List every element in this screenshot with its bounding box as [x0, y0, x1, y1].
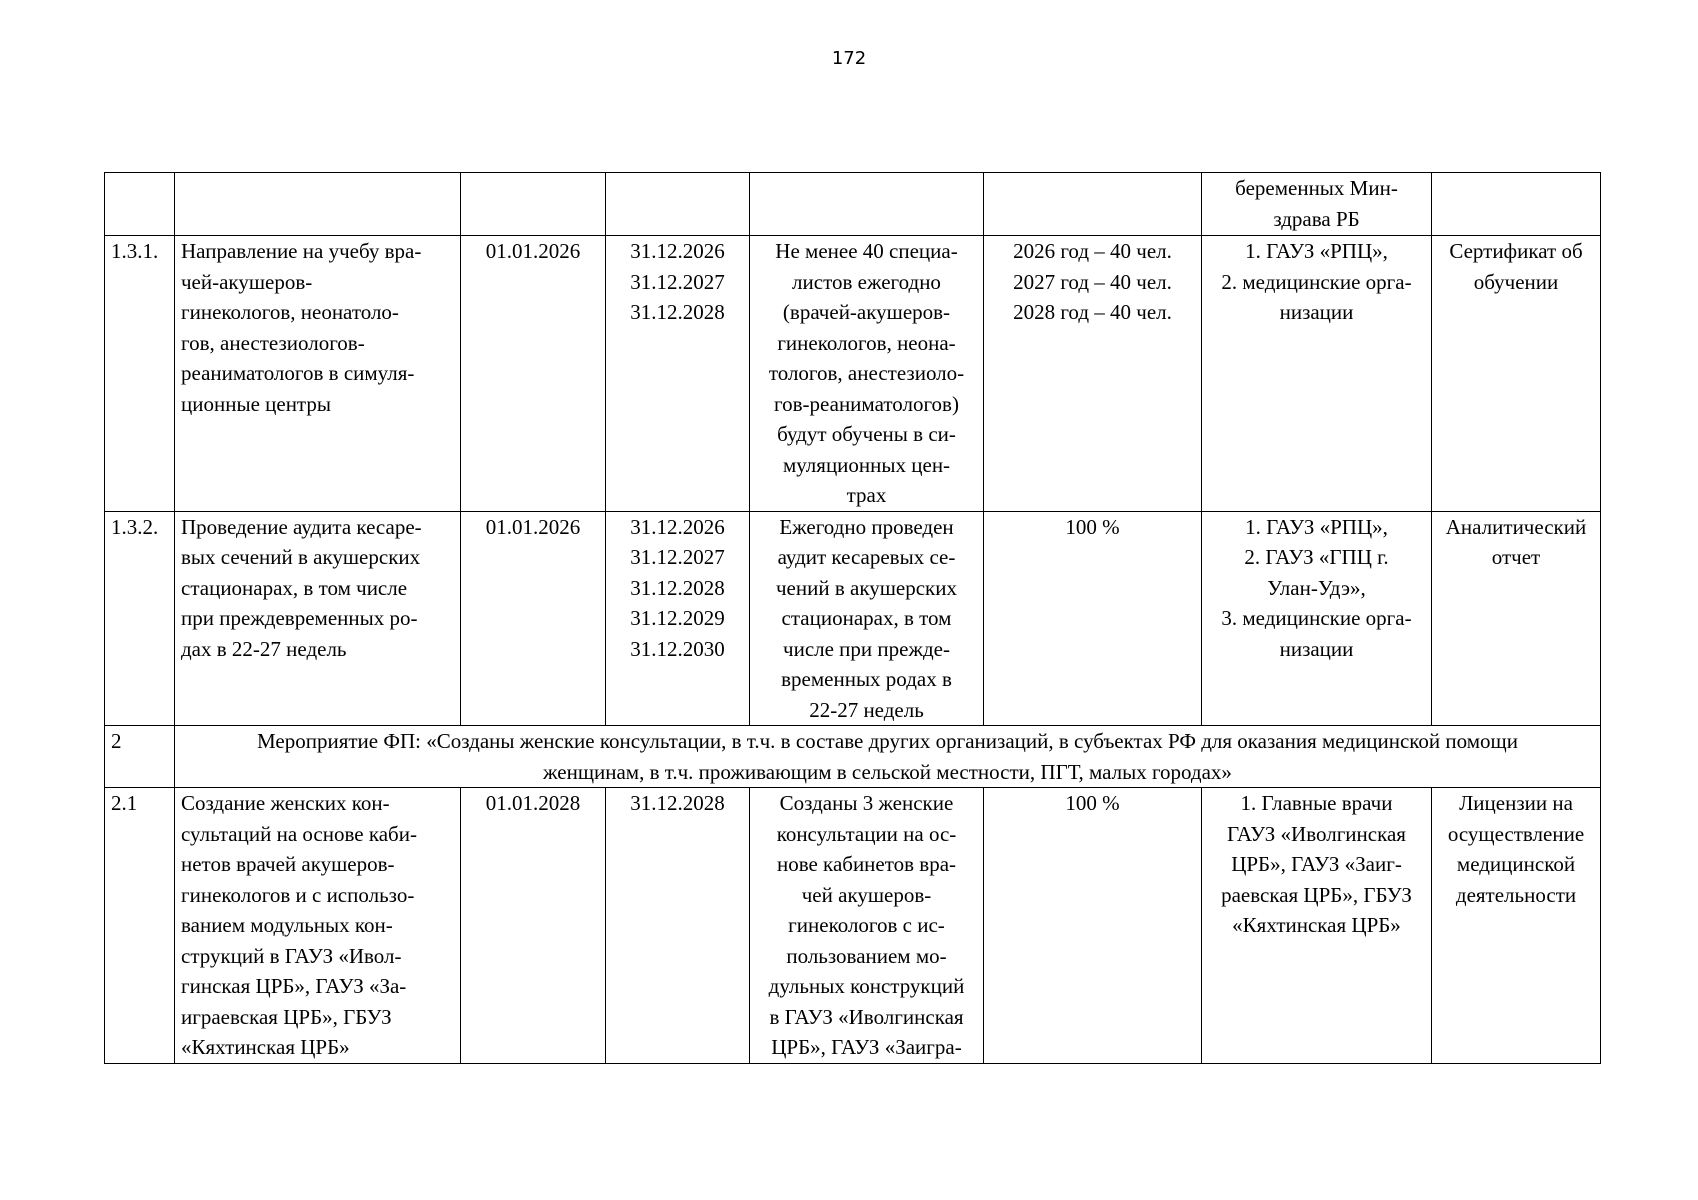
cell-line: 1. ГАУЗ «РПЦ», — [1245, 514, 1388, 539]
document-cell — [1432, 511, 1601, 726]
cell-line: 3. медицинские орга- — [1221, 606, 1412, 630]
cell-line: струкций в ГАУЗ «Ивол- — [181, 943, 402, 968]
cell-line: Не менее 40 специа- — [775, 239, 958, 263]
cell-line: обучении — [1473, 269, 1559, 294]
responsible-cell — [1202, 236, 1432, 512]
cell-line: (врачей-акушеров- — [782, 300, 951, 324]
cell-line: беременных Мин- — [1235, 176, 1398, 200]
cell-line: дульных конструкций — [768, 974, 965, 998]
responsible-cell — [1202, 173, 1432, 236]
document-cell — [1432, 788, 1601, 1064]
cell-line: ЦРБ», ГАУЗ «Заигра- — [771, 1035, 962, 1059]
cell-line: Проведение аудита кесаре- — [181, 514, 422, 539]
start-date-cell: 01.01.2026 — [461, 236, 606, 512]
end-date-cell — [606, 236, 750, 512]
cell-line: низации — [1279, 636, 1354, 661]
document-cell — [1432, 236, 1601, 512]
section-title-line: Мероприятие ФП: «Созданы женские консультации, в т.ч. в составе других организаций, в субъектах РФ для оказания медицинской помощи — [257, 729, 1518, 753]
cell-line: 2. медицинские орга- — [1221, 269, 1412, 294]
end-date-cell — [606, 173, 750, 236]
cell-line: гинекологов, неона- — [777, 330, 956, 355]
cell-line: чей-акушеров- — [181, 269, 313, 294]
cell-line: муляционных цен- — [782, 452, 951, 477]
cell-line: гинекологов и с использо- — [181, 882, 415, 907]
cell-line: 31.12.2028 — [630, 791, 725, 815]
result-cell — [750, 173, 984, 236]
cell-line: здрава РБ — [1273, 206, 1360, 231]
cell-line: ванием модульных кон- — [181, 913, 393, 937]
cell-line: трах — [846, 483, 887, 507]
cell-line: 1. ГАУЗ «РПЦ», — [1245, 239, 1388, 263]
cell-line: деятельности — [1455, 882, 1577, 907]
cell-line: 31.12.2027 — [630, 269, 725, 294]
cell-line: 2028 год – 40 чел. — [1013, 300, 1172, 324]
table-row — [105, 236, 1601, 512]
indicator-cell — [984, 788, 1202, 1064]
cell-line: стационарах, в том — [781, 606, 952, 630]
cell-line: сультаций на основе каби- — [181, 821, 417, 846]
cell-line: аудит кесаревых се- — [777, 545, 956, 569]
start-date-cell — [461, 173, 606, 236]
cell-line: 2027 год – 40 чел. — [1013, 269, 1172, 294]
cell-line: нове кабинетов вра- — [776, 852, 957, 876]
cell-line: раевская ЦРБ», ГБУЗ — [1221, 882, 1412, 907]
responsible-cell — [1202, 511, 1432, 726]
activity-name-cell — [175, 236, 461, 512]
page-number: 172 — [831, 48, 867, 69]
table-row — [105, 788, 1601, 1064]
indicator-cell — [984, 173, 1202, 236]
start-date-cell: 01.01.2026 — [461, 511, 606, 726]
result-cell — [750, 788, 984, 1064]
cell-line: листов ежегодно — [792, 269, 941, 294]
cell-line: осуществление — [1447, 821, 1585, 846]
cell-line: 31.12.2027 — [630, 545, 725, 569]
cell-line: 31.12.2029 — [630, 606, 725, 630]
document-cell — [1432, 173, 1601, 236]
result-cell — [750, 236, 984, 512]
cell-line: вых сечений в акушерских — [181, 545, 421, 569]
end-date-cell — [606, 788, 750, 1064]
cell-line: медицинской — [1456, 852, 1576, 876]
cell-line: гов-реаниматологов) — [774, 391, 959, 416]
row-number-cell: 1.3.2. — [105, 511, 175, 726]
cell-line: Лицензии на — [1459, 791, 1573, 815]
cell-line: в ГАУЗ «Иволгинская — [769, 1004, 964, 1029]
cell-line: Улан-Удэ», — [1267, 575, 1366, 600]
cell-line: 2. ГАУЗ «ГПЦ г. — [1244, 545, 1389, 569]
start-date-cell: 01.01.2028 — [461, 788, 606, 1064]
cell-line: 31.12.2026 — [630, 514, 725, 539]
activity-name-cell — [175, 788, 461, 1064]
cell-line: реаниматологов в симуля- — [181, 361, 415, 385]
activity-name-cell — [175, 173, 461, 236]
cell-line: числе при прежде- — [783, 636, 950, 661]
cell-line: 31.12.2028 — [630, 575, 725, 600]
cell-line: низации — [1279, 300, 1354, 324]
cell-line: гинекологов с ис- — [788, 913, 945, 937]
cell-line: Аналитический — [1445, 514, 1587, 539]
result-cell — [750, 511, 984, 726]
row-number-cell: 2.1 — [105, 788, 175, 1064]
responsible-cell — [1202, 788, 1432, 1064]
plan-table — [104, 172, 1601, 1064]
cell-line: 31.12.2026 — [630, 239, 725, 263]
cell-line: консультации на ос- — [776, 821, 957, 846]
indicator-cell — [984, 511, 1202, 726]
row-number-cell: 1.3.1. — [105, 236, 175, 512]
cell-line: ЦРБ», ГАУЗ «Заиг- — [1231, 852, 1402, 876]
cell-line: 1. Главные врачи — [1240, 791, 1393, 815]
cell-line: нетов врачей акушеров- — [181, 852, 395, 876]
section-number-cell: 2 — [105, 726, 175, 788]
cell-line: 22-27 недель — [809, 697, 924, 722]
cell-line: дах в 22-27 недель — [181, 636, 347, 661]
cell-line: гинекологов, неонатоло- — [181, 300, 399, 324]
cell-line: ГАУЗ «Иволгинская — [1227, 821, 1406, 846]
section-title-cell — [175, 726, 1601, 788]
end-date-cell — [606, 511, 750, 726]
row-number-cell — [105, 173, 175, 236]
activity-name-cell — [175, 511, 461, 726]
cell-line: «Кяхтинская ЦРБ» — [181, 1035, 350, 1059]
cell-line: Ежегодно проведен — [779, 514, 954, 539]
table-row — [105, 511, 1601, 726]
cell-line: «Кяхтинская ЦРБ» — [1232, 913, 1401, 937]
cell-line: при преждевременных ро- — [181, 606, 418, 630]
cell-line: гов, анестезиологов- — [181, 330, 365, 355]
section-title-line: женщинам, в т.ч. проживающим в сельской местности, ПГТ, малых городах» — [543, 759, 1232, 784]
indicator-cell — [984, 236, 1202, 512]
section-row — [105, 726, 1601, 788]
cell-line: стационарах, в том числе — [181, 575, 408, 600]
cell-line: 31.12.2028 — [630, 300, 725, 324]
cell-line: чений в акушерских — [776, 575, 957, 600]
cell-line: играевская ЦРБ», ГБУЗ — [181, 1004, 392, 1029]
cell-line: Сертификат об — [1449, 239, 1583, 263]
cell-line: тологов, анестезиоло- — [768, 361, 965, 385]
cell-line: 31.12.2030 — [630, 636, 725, 661]
cell-line: гинская ЦРБ», ГАУЗ «За- — [181, 974, 407, 998]
cell-line: пользованием мо- — [786, 943, 947, 968]
cell-line: временных родах в — [781, 667, 952, 691]
cell-line: 100 % — [1065, 514, 1120, 539]
cell-line: Направление на учебу вра- — [181, 239, 422, 263]
cell-line: будут обучены в си- — [777, 422, 956, 446]
cell-line: 100 % — [1065, 791, 1120, 815]
cell-line: чей акушеров- — [801, 882, 932, 907]
table-row — [105, 173, 1601, 236]
cell-line: 2026 год – 40 чел. — [1013, 239, 1172, 263]
cell-line: Создание женских кон- — [181, 791, 390, 815]
cell-line: ционные центры — [181, 391, 331, 416]
cell-line: отчет — [1491, 545, 1541, 569]
cell-line: Созданы 3 женские — [779, 791, 954, 815]
